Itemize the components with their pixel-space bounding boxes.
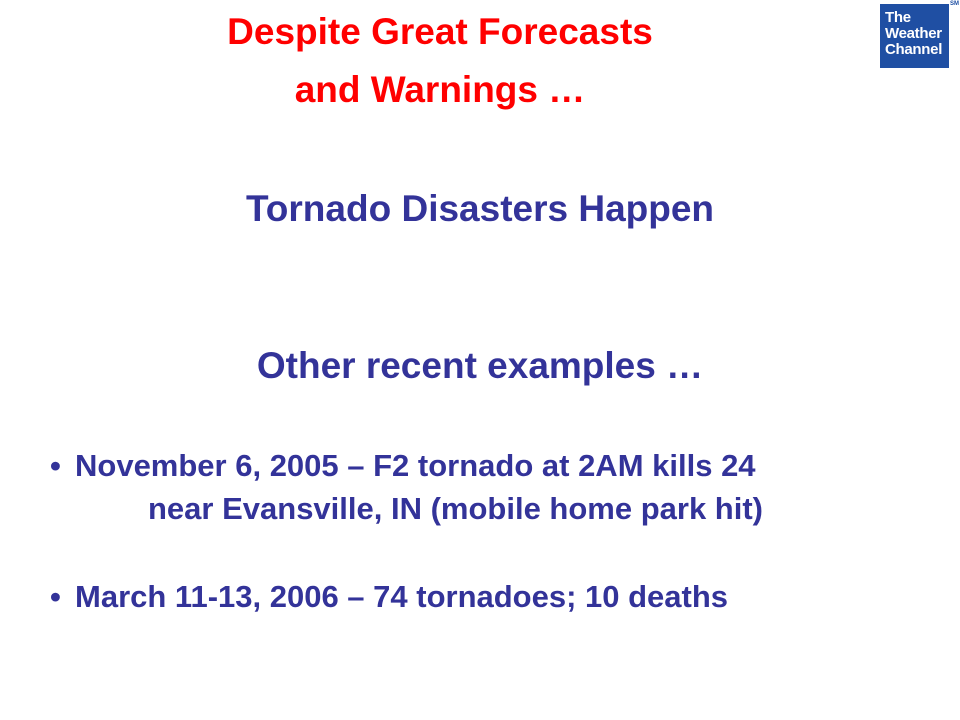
subtitle-tornado-disasters: Tornado Disasters Happen bbox=[245, 188, 715, 229]
logo-text-line-3: Channel bbox=[885, 41, 943, 58]
weather-channel-logo bbox=[880, 4, 949, 68]
bullet-1-line-1: November 6, 2005 – F2 tornado at 2AM kills 24 bbox=[75, 448, 756, 483]
service-mark: SM bbox=[950, 1, 959, 7]
subtitle-other-examples: Other recent examples … bbox=[256, 345, 704, 386]
bullet-1-line-2: near Evansville, IN (mobile home park hit) bbox=[148, 491, 764, 526]
logo-text-line-2: Weather bbox=[885, 25, 942, 42]
bullet-2-line-1: March 11-13, 2006 – 74 tornadoes; 10 deaths bbox=[75, 579, 729, 614]
slide-title-line-2: and Warnings … bbox=[294, 69, 586, 110]
bullet-marker: • bbox=[50, 579, 61, 614]
bullet-marker: • bbox=[50, 448, 61, 483]
slide-title-line-1: Despite Great Forecasts bbox=[227, 11, 653, 52]
logo-text-line-1: The bbox=[885, 9, 911, 26]
